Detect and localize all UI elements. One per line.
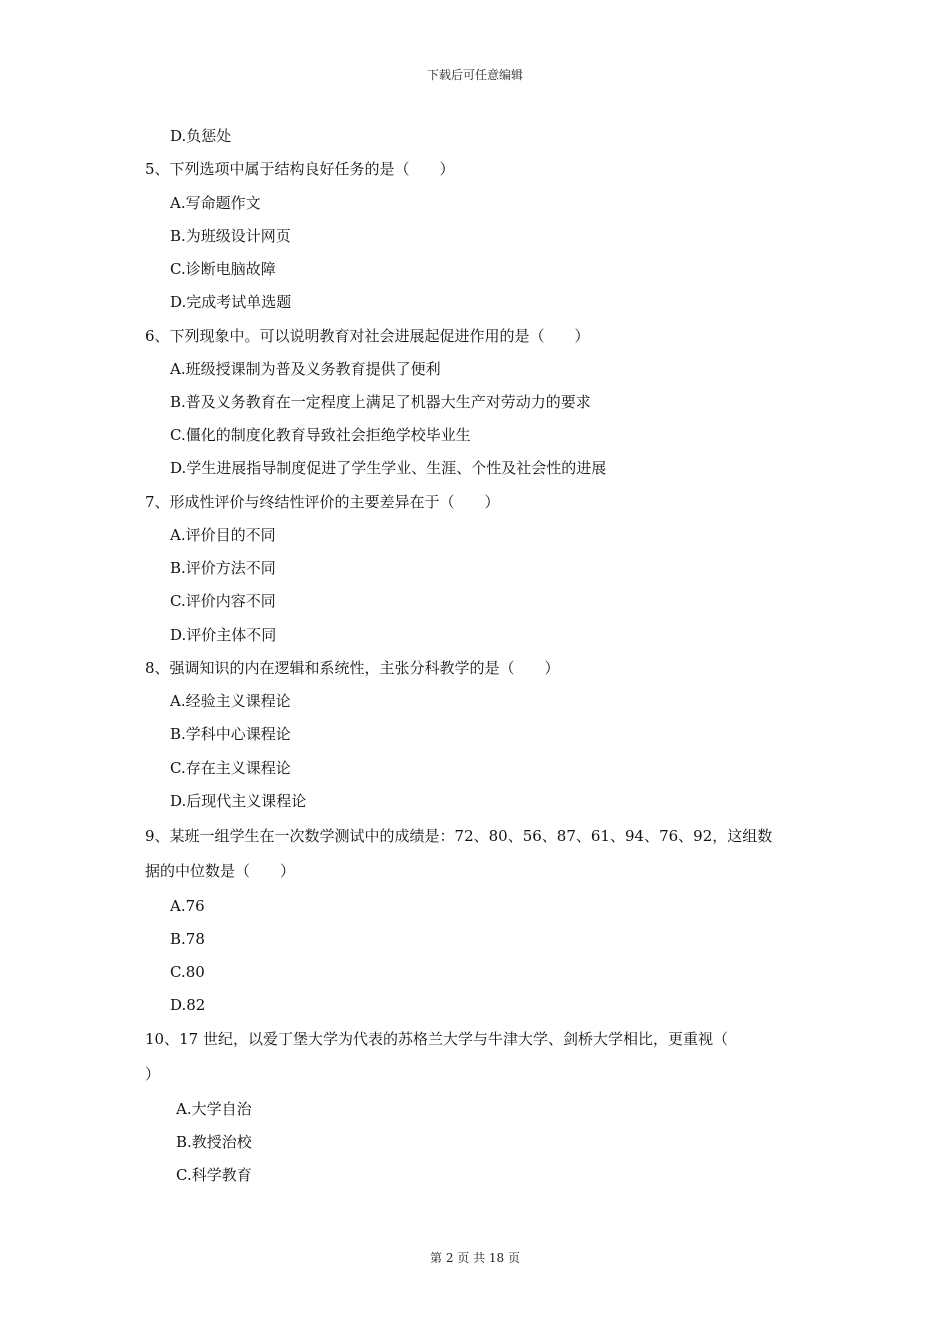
option-line: D.负惩处 [170,127,232,145]
question-line: 5、下列选项中属于结构良好任务的是（ ） [145,160,455,178]
option-line: C.存在主义课程论 [170,759,291,777]
option-line: C.僵化的制度化教育导致社会拒绝学校毕业生 [170,426,471,444]
option-line: C.科学教育 [176,1166,252,1184]
option-line: B.教授治校 [176,1133,252,1151]
option-line: A.写命题作文 [170,194,261,212]
option-line: D.评价主体不同 [170,626,277,644]
option-line: A.经验主义课程论 [170,692,291,710]
option-line: C.评价内容不同 [170,592,276,610]
question-line: 9、某班一组学生在一次数学测试中的成绩是：72、80、56、87、61、94、76、92，这组数 [145,827,773,845]
option-line: D.完成考试单选题 [170,293,292,311]
question-line: 据的中位数是（ ） [145,862,296,880]
page-header: 下载后可任意编辑 [426,68,523,82]
option-line: C.80 [170,963,205,981]
question-line: 6、下列现象中。可以说明教育对社会进展起促进作用的是（ ） [145,327,590,345]
option-line: C.诊断电脑故障 [170,260,276,278]
option-line: B.为班级设计网页 [170,227,291,245]
question-line: ） [145,1065,161,1083]
option-line: B.学科中心课程论 [170,725,291,743]
option-line: A.评价目的不同 [170,526,276,544]
option-line: B.评价方法不同 [170,559,276,577]
option-line: B.78 [170,930,205,948]
question-line: 8、强调知识的内在逻辑和系统性，主张分科教学的是（ ） [145,659,560,677]
question-line: 10、17 世纪，以爱丁堡大学为代表的苏格兰大学与牛津大学、剑桥大学相比，更重视（ [145,1030,728,1048]
option-line: D.学生进展指导制度促进了学生学业、生涯、个性及社会性的进展 [170,459,607,477]
option-line: B.普及义务教育在一定程度上满足了机器大生产对劳动力的要求 [170,393,591,411]
page-footer: 第 2 页 共 18 页 [430,1251,520,1265]
option-line: D.82 [170,996,206,1014]
question-line: 7、形成性评价与终结性评价的主要差异在于（ ） [145,493,500,511]
option-line: A.大学自治 [176,1100,252,1118]
option-line: D.后现代主义课程论 [170,792,307,810]
option-line: A.76 [170,897,205,915]
option-line: A.班级授课制为普及义务教育提供了便利 [170,360,441,378]
